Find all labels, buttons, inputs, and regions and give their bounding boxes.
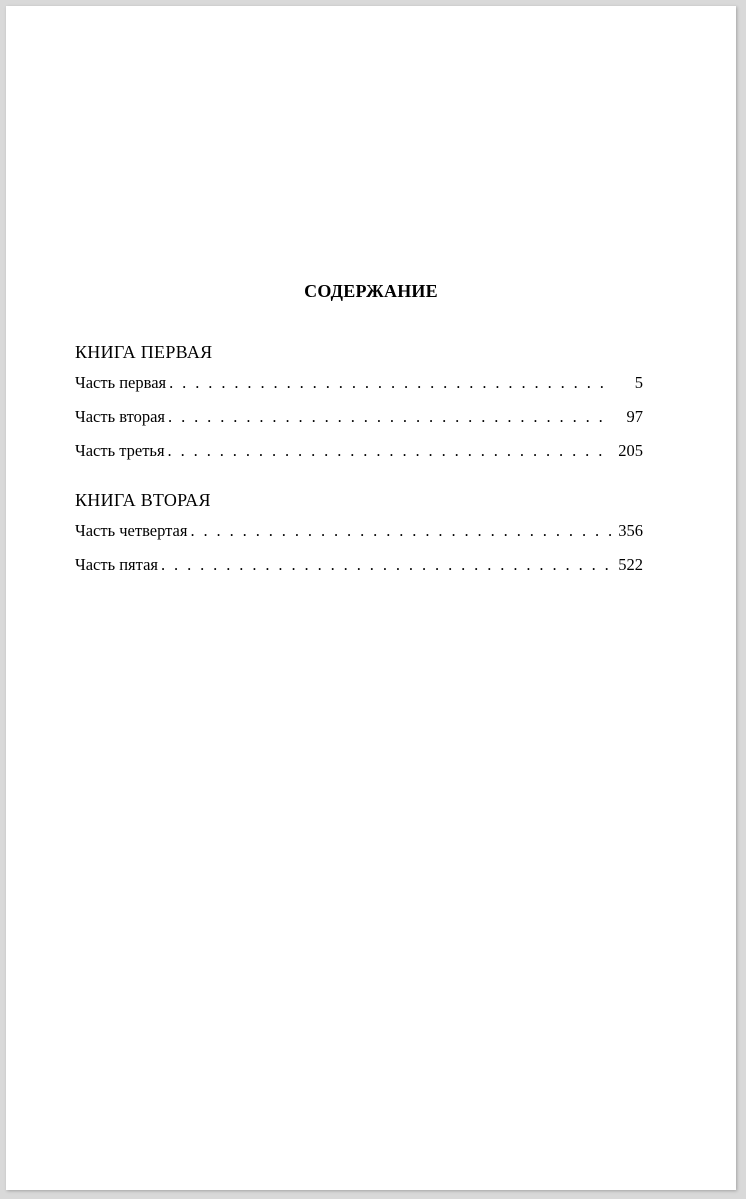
- toc-heading: СОДЕРЖАНИЕ: [304, 281, 438, 301]
- entry-page-number: 5: [634, 373, 643, 392]
- entry-label: Часть вторая: [75, 407, 166, 426]
- book-section: [75, 488, 643, 588]
- entry-label: Часть четвертая: [75, 521, 188, 540]
- dot-leader: [168, 406, 611, 428]
- entry-page-number: 97: [626, 407, 643, 426]
- toc-entry: [75, 440, 643, 474]
- entry-label: Часть третья: [75, 441, 165, 460]
- table-of-contents: [75, 340, 643, 588]
- toc-entry: [75, 372, 643, 406]
- entry-label: Часть первая: [75, 373, 167, 392]
- entry-label: Часть пятая: [75, 555, 158, 574]
- toc-entry: [75, 406, 643, 440]
- dot-leader: [190, 520, 611, 542]
- toc-entry: [75, 520, 643, 554]
- book-section: [75, 340, 643, 474]
- toc-entry: [75, 554, 643, 588]
- document-page: [6, 6, 736, 1190]
- dot-leader: [169, 372, 611, 394]
- book-title: КНИГА ПЕРВАЯ: [75, 342, 213, 362]
- entry-page-number: 522: [618, 555, 643, 574]
- dot-leader: [168, 440, 611, 462]
- book-title: КНИГА ВТОРАЯ: [75, 490, 211, 510]
- dot-leader: [161, 554, 611, 576]
- entry-page-number: 356: [618, 521, 643, 540]
- entry-page-number: 205: [618, 441, 643, 460]
